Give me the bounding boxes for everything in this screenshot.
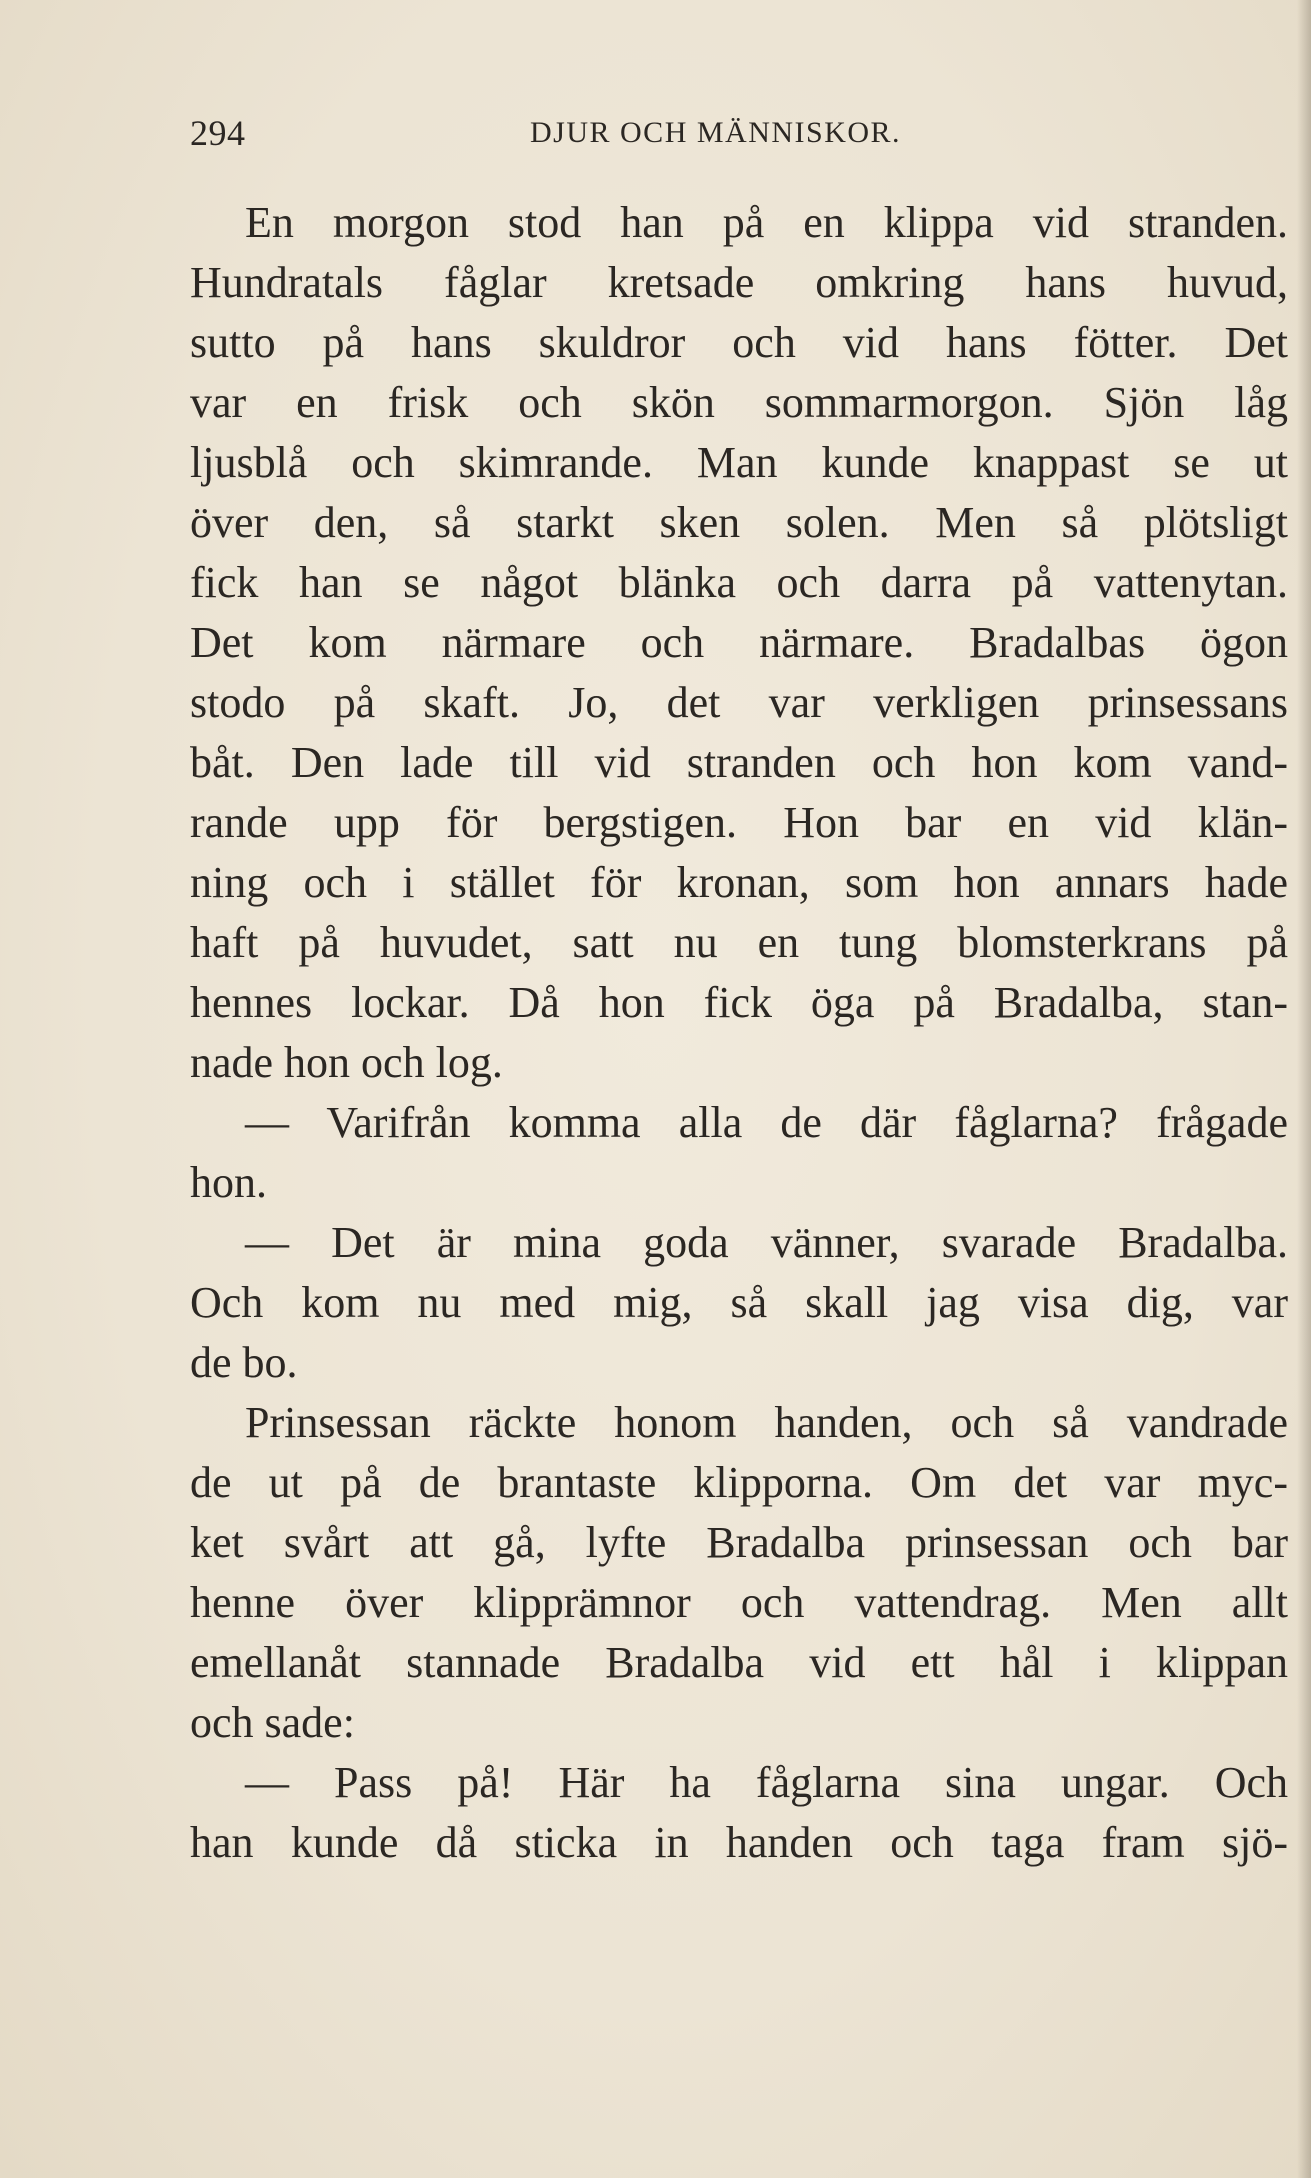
text-line: ljusblå och skimrande. Man kunde knappast se ut <box>190 438 1288 487</box>
text-line: rande upp för bergstigen. Hon bar en vid klän- <box>190 798 1288 847</box>
text-line: båt. Den lade till vid stranden och hon kom vand- <box>190 738 1288 787</box>
text-line: — Pass på! Här ha fåglarna sina ungar. Och <box>245 1758 1288 1807</box>
text-line: över den, så starkt sken solen. Men så plötsligt <box>190 498 1288 547</box>
text-line: han kunde då sticka in handen och taga fram sjö- <box>190 1818 1288 1867</box>
text-line: stodo på skaft. Jo, det var verkligen prinsessans <box>190 678 1288 727</box>
text-line: hennes lockar. Då hon fick öga på Bradalba, stan- <box>190 978 1288 1027</box>
text-line: ket svårt att gå, lyfte Bradalba prinsessan och bar <box>190 1518 1288 1567</box>
text-line: henne över klipprämnor och vattendrag. Men allt <box>190 1578 1288 1627</box>
page-number: 294 <box>190 113 246 153</box>
text-line: var en frisk och skön sommarmorgon. Sjön låg <box>190 378 1288 427</box>
text-line: sutto på hans skuldror och vid hans fötter. Det <box>190 318 1288 367</box>
text-line: — Varifrån komma alla de där fåglarna? frågade <box>245 1098 1288 1147</box>
text-line: nade hon och log. <box>190 1038 503 1087</box>
running-title: DJUR OCH MÄNNISKOR. <box>530 116 902 149</box>
text-line: de bo. <box>190 1338 298 1387</box>
text-line: — Det är mina goda vänner, svarade Bradalba. <box>245 1218 1288 1267</box>
running-head <box>190 112 1288 162</box>
text-line: En morgon stod han på en klippa vid stranden. <box>245 198 1288 247</box>
text-line: haft på huvudet, satt nu en tung blomsterkrans på <box>190 918 1288 967</box>
text-line: emellanåt stannade Bradalba vid ett hål i klippan <box>190 1638 1288 1687</box>
text-line: de ut på de brantaste klipporna. Om det var myc- <box>190 1458 1288 1507</box>
page-edge-shadow <box>1297 0 1311 2178</box>
text-line: hon. <box>190 1158 267 1207</box>
body-text <box>190 193 1288 1873</box>
text-line: fick han se något blänka och darra på vattenytan. <box>190 558 1288 607</box>
text-line: Prinsessan räckte honom handen, och så vandrade <box>245 1398 1288 1447</box>
text-line: ning och i stället för kronan, som hon annars hade <box>190 858 1288 907</box>
text-line: och sade: <box>190 1698 355 1747</box>
text-line: Och kom nu med mig, så skall jag visa dig, var <box>190 1278 1288 1327</box>
text-line: Hundratals fåglar kretsade omkring hans huvud, <box>190 258 1288 307</box>
text-line: Det kom närmare och närmare. Bradalbas ögon <box>190 618 1288 667</box>
